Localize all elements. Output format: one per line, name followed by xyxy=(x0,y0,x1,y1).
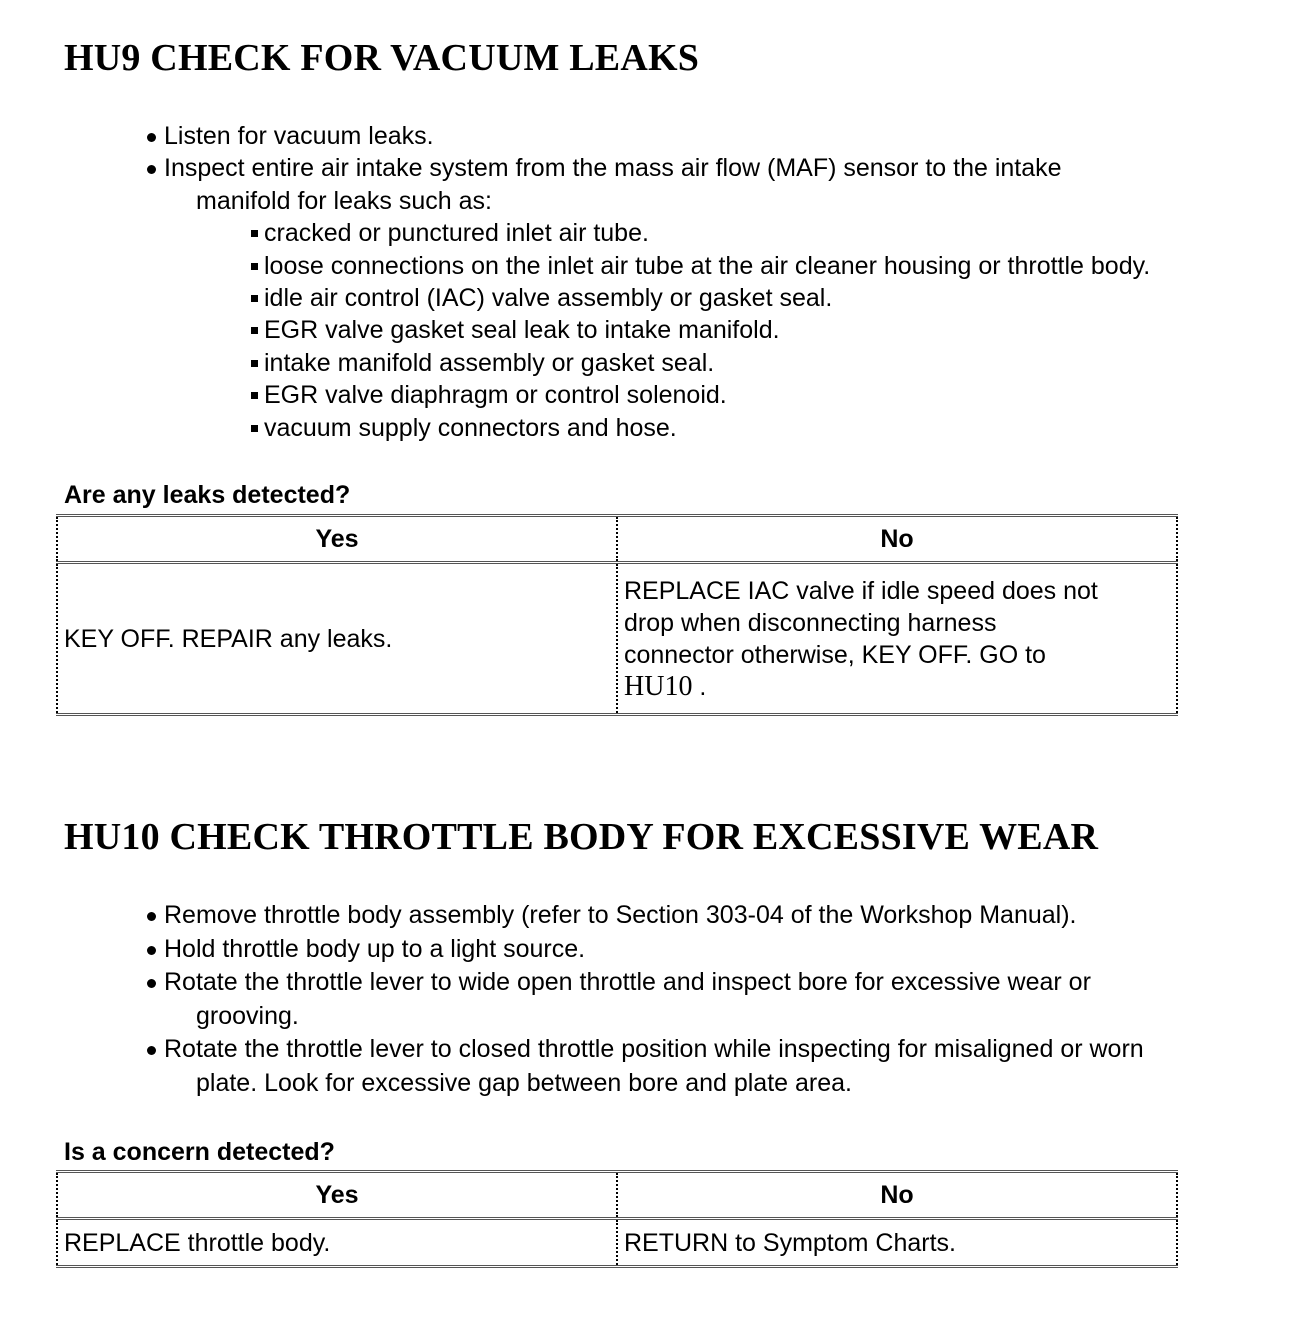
cell-no-line: drop when disconnecting harness xyxy=(624,608,997,637)
table-header-row xyxy=(57,516,1177,563)
bullet-item xyxy=(0,933,1312,967)
header-no: No xyxy=(617,516,1177,563)
bullet-square-icon xyxy=(251,230,258,237)
bullet-dot-icon xyxy=(147,946,156,955)
sub-bullet-item xyxy=(0,217,1312,249)
bullet-dot-icon xyxy=(147,165,156,174)
header-yes: Yes xyxy=(57,1172,617,1219)
bullet-text: Rotate the throttle lever to wide open throttle and inspect bore for excessive wear or xyxy=(164,968,1091,997)
sub-bullet-item xyxy=(0,347,1312,379)
bullet-list xyxy=(0,899,1312,1101)
bullet-list xyxy=(0,120,1312,444)
cell-no-ref-line xyxy=(624,671,1170,703)
bullet-item xyxy=(0,899,1312,933)
cell-no-line: connector otherwise, KEY OFF. GO to xyxy=(624,640,1046,669)
sub-bullet-item xyxy=(0,282,1312,314)
bullet-square-icon xyxy=(251,392,258,399)
bullet-square-icon xyxy=(251,327,258,334)
ref-suffix: . xyxy=(692,672,707,701)
bullet-dot-icon xyxy=(147,1046,156,1055)
bullet-item xyxy=(0,152,1312,217)
decision-table xyxy=(56,1170,1178,1268)
sub-bullet-text: idle air control (IAC) valve assembly or gasket seal. xyxy=(264,284,833,313)
cell-no: RETURN to Symptom Charts. xyxy=(617,1219,1177,1267)
question-label: Is a concern detected? xyxy=(64,1138,335,1166)
cell-no-line: REPLACE IAC valve if idle speed does not xyxy=(624,576,1098,605)
bullet-text: Remove throttle body assembly (refer to Section 303-04 of the Workshop Manual). xyxy=(164,901,1077,929)
sub-bullet-text: vacuum supply connectors and hose. xyxy=(264,413,677,442)
table-row xyxy=(57,563,1177,715)
sub-bullet-text: loose connections on the inlet air tube at the air cleaner housing or throttle body. xyxy=(264,251,1151,280)
header-no: No xyxy=(617,1172,1177,1219)
sub-bullet-item xyxy=(0,412,1312,444)
bullet-item xyxy=(0,1033,1312,1100)
sub-bullet-item xyxy=(0,379,1312,411)
sub-bullet-text: EGR valve gasket seal leak to intake manifold. xyxy=(264,316,780,345)
sub-bullet-text: EGR valve diaphragm or control solenoid. xyxy=(264,381,727,410)
table-header-row xyxy=(57,1172,1177,1219)
bullet-continuation: manifold for leaks such as: xyxy=(196,186,492,215)
decision-table xyxy=(56,514,1178,716)
bullet-continuation: grooving. xyxy=(196,1001,299,1030)
header-yes: Yes xyxy=(57,516,617,563)
bullet-square-icon xyxy=(251,360,258,367)
bullet-text: Inspect entire air intake system from the mass air flow (MAF) sensor to the intake xyxy=(164,154,1062,183)
bullet-continuation: plate. Look for excessive gap between bore and plate area. xyxy=(196,1068,852,1097)
bullet-item xyxy=(0,966,1312,1033)
sub-bullet-text: cracked or punctured inlet air tube. xyxy=(264,219,649,248)
bullet-square-icon xyxy=(251,295,258,302)
bullet-dot-icon xyxy=(147,133,156,142)
cell-no xyxy=(617,563,1177,715)
table-row xyxy=(57,1219,1177,1267)
sub-bullet-item xyxy=(0,250,1312,282)
bullet-item xyxy=(0,120,1312,152)
bullet-text: Rotate the throttle lever to closed throttle position while inspecting for misaligned or worn xyxy=(164,1035,1144,1064)
bullet-square-icon xyxy=(251,263,258,270)
sub-bullet-item xyxy=(0,314,1312,346)
bullet-dot-icon xyxy=(147,979,156,988)
cell-yes: KEY OFF. REPAIR any leaks. xyxy=(57,563,617,715)
sub-bullet-text: intake manifold assembly or gasket seal. xyxy=(264,348,715,377)
section-ref-link[interactable]: HU10 xyxy=(624,670,693,702)
section-title: HU10 CHECK THROTTLE BODY FOR EXCESSIVE WEAR xyxy=(64,816,1099,858)
bullet-text: Listen for vacuum leaks. xyxy=(164,122,434,150)
cell-yes: REPLACE throttle body. xyxy=(57,1219,617,1267)
question-label: Are any leaks detected? xyxy=(64,481,351,509)
bullet-text: Hold throttle body up to a light source. xyxy=(164,934,586,963)
section-title: HU9 CHECK FOR VACUUM LEAKS xyxy=(64,37,700,79)
bullet-dot-icon xyxy=(147,912,156,921)
bullet-square-icon xyxy=(251,425,258,432)
